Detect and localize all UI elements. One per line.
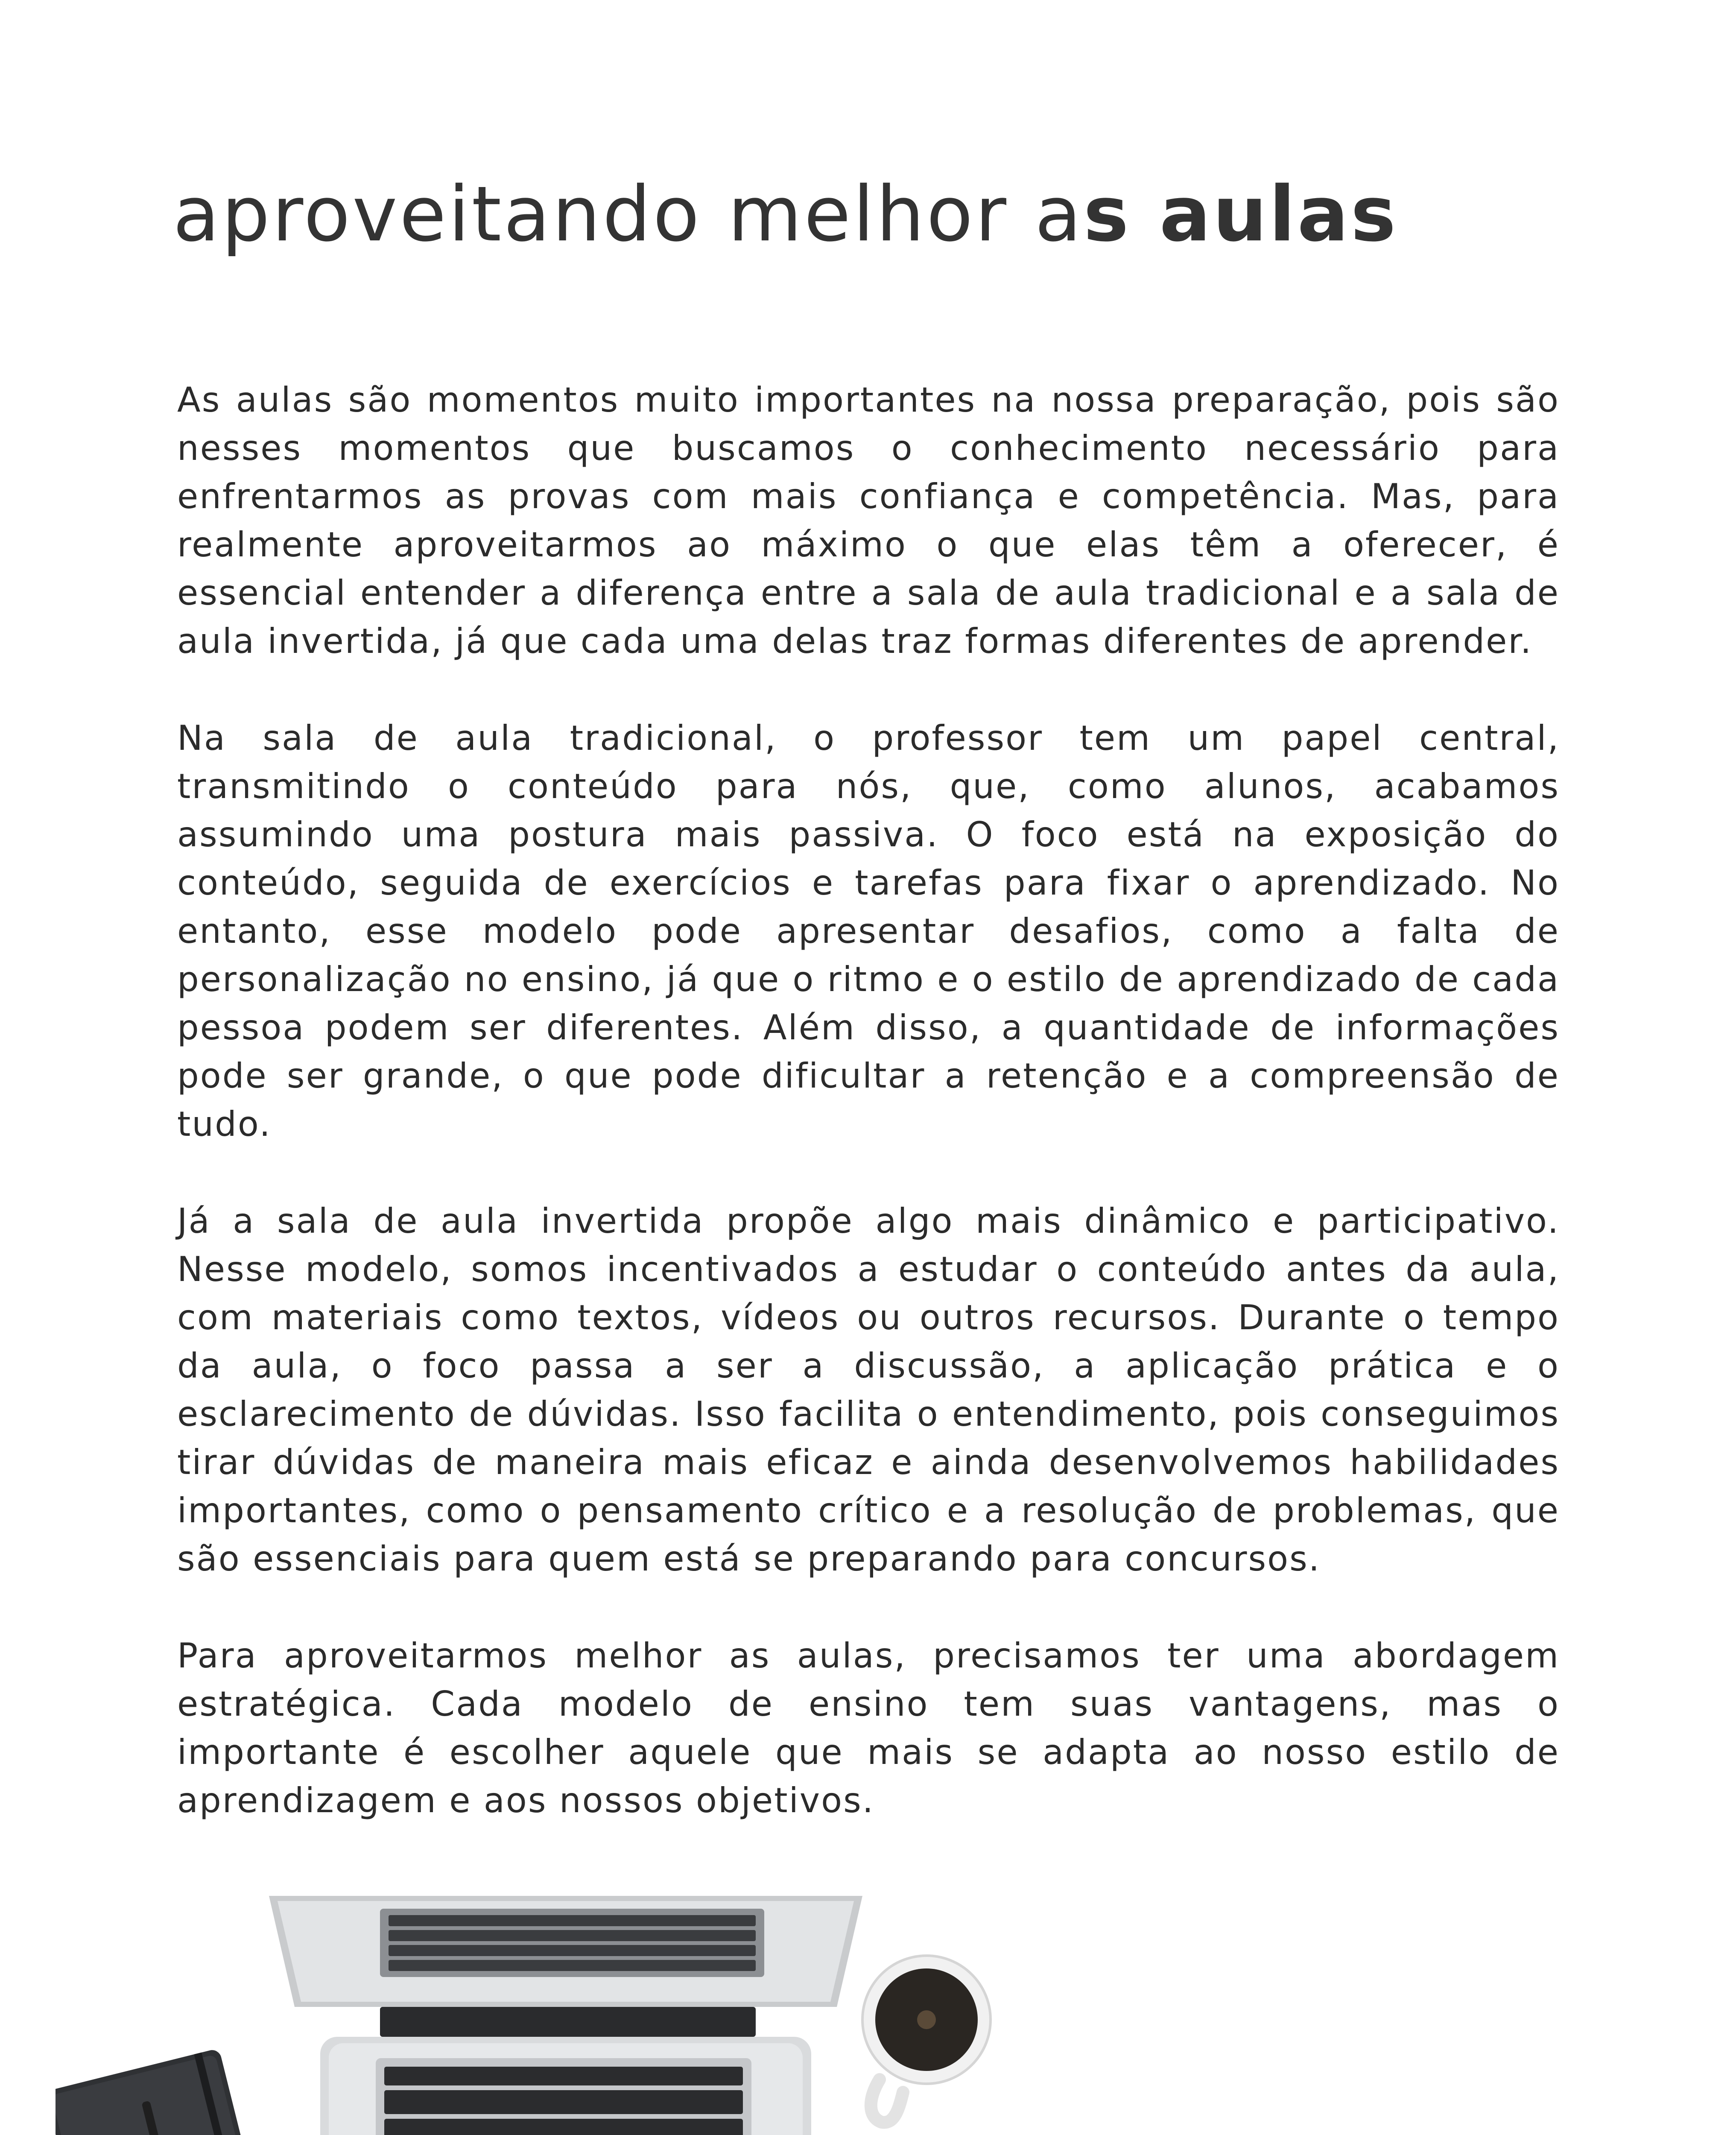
laptop-icon xyxy=(269,1896,862,2135)
title-regular: aproveitando melhor a xyxy=(173,170,1084,258)
body-text xyxy=(177,376,1560,1873)
paragraph-1: As aulas são momentos muito importantes na nossa preparação, pois são nesses momentos que buscamos o conhecimento necessário para enfrentarmos as provas com mais confiança e competência. Mas, para realmente aproveitarmos ao máximo o que elas têm a oferecer, é essencial entender a diferença entre a sala de aula tradicional e a sala de aula invertida, já que cada uma delas traz formas diferentes de aprender. xyxy=(177,380,1560,661)
paragraph-4: Para aproveitarmos melhor as aulas, precisamos ter uma abordagem estratégica. Cada modelo de ensino tem suas vantagens, mas o importante é escolher aquele que mais se adapta ao nosso estilo de aprendizagem e aos nossos objetivos. xyxy=(177,1636,1560,1820)
desk-photo xyxy=(56,1879,1029,2135)
page-title xyxy=(173,169,1398,260)
title-bold: s aulas xyxy=(1083,170,1398,258)
coffee-cup-icon xyxy=(862,1956,991,2122)
paragraph-3: Já a sala de aula invertida propõe algo mais dinâmico e participativo. Nesse modelo, somos incentivados a estudar o conteúdo antes da aula, com materiais como textos, vídeos ou outros recursos. Durante o tempo da aula, o foco passa a ser a discussão, a aplicação prática e o esclarecimento de dúvidas. Isso facilita o entendimento, pois conseguimos tirar dúvidas de maneira mais eficaz e ainda desenvolvemos habilidades importantes, como o pensamento crítico e a resolução de problemas, que são essenciais para quem está se preparando para concursos. xyxy=(177,1201,1560,1579)
paragraph-2: Na sala de aula tradicional, o professor tem um papel central, transmitindo o conteúdo para nós, que, como alunos, acabamos assumindo uma postura mais passiva. O foco está na exposição do conteúdo, seguida de exercícios e tarefas para fixar o aprendizado. No entanto, esse modelo pode apresentar desafios, como a falta de personalização no ensino, já que o ritmo e o estilo de aprendizado de cada pessoa podem ser diferentes. Além disso, a quantidade de informações pode ser grande, o que pode dificultar a retenção e a compreensão de tudo. xyxy=(177,718,1560,1144)
notebook-icon xyxy=(56,2048,290,2135)
